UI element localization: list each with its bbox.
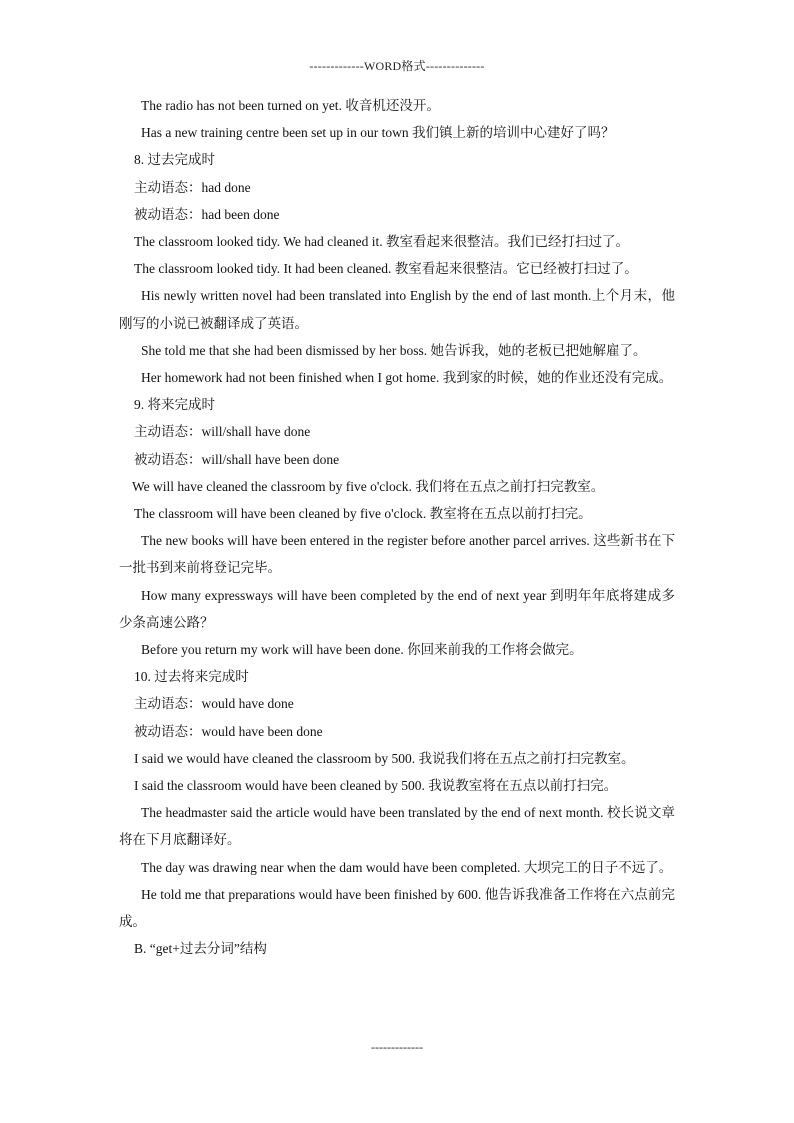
active-voice-form: 主动语态：will/shall have done — [134, 424, 311, 440]
active-voice-form: 主动语态：would have done — [134, 696, 294, 712]
example-paragraph: His newly written novel had been translated into English by the end of last month.上个月末，他刚写的小说已被翻译成了英语。 — [119, 288, 675, 331]
example-paragraph: The headmaster said the article would have been translated by the end of next month. 校长说文章将在下月底翻译好。 — [119, 805, 675, 848]
active-voice-form: 主动语态：had done — [134, 179, 251, 195]
example-sentence: She told me that she had been dismissed by her boss. 她告诉我，她的老板已把她解雇了。 — [141, 342, 647, 358]
passive-voice-form: 被动语态：will/shall have been done — [134, 451, 340, 467]
page-footer: ------------- — [371, 1040, 423, 1054]
section-heading: B. “get+过去分词”结构 — [134, 941, 267, 957]
document-body — [119, 92, 675, 963]
example-sentence: I said we would have cleaned the classroom by 500. 我说我们将在五点之前打扫完教室。 — [134, 750, 635, 766]
section-heading: 9. 将来完成时 — [134, 397, 215, 413]
example-paragraph: He told me that preparations would have been finished by 600. 他告诉我准备工作将在六点前完成。 — [119, 886, 675, 930]
example-sentence: The classroom will have been cleaned by five o'clock. 教室将在五点以前打扫完。 — [134, 506, 592, 522]
example-paragraph: Her homework had not been finished when I got home. 我到家的时候，她的作业还没有完成。 — [141, 370, 673, 386]
example-sentence: I said the classroom would have been cleaned by 500. 我说教室将在五点以前打扫完。 — [134, 778, 618, 794]
example-paragraph: The new books will have been entered in the register before another parcel arrives. 这些新书在下一批书到来前将登记完毕。 — [119, 533, 675, 576]
example-sentence: Has a new training centre been set up in our town 我们镇上新的培训中心建好了吗？ — [141, 125, 615, 141]
example-paragraph: How many expressways will have been completed by the end of next year 到明年年底将建成多少条高速公路？ — [119, 587, 675, 630]
example-sentence: The classroom looked tidy. We had cleaned it. 教室看起来很整洁。我们已经打扫过了。 — [134, 234, 629, 250]
page-header: -------------WORD格式-------------- — [309, 59, 485, 73]
example-sentence: The radio has not been turned on yet. 收音机还没开。 — [141, 98, 440, 113]
passive-voice-form: 被动语态：would have been done — [134, 723, 323, 739]
example-sentence: We will have cleaned the classroom by five o'clock. 我们将在五点之前打扫完教室。 — [132, 478, 605, 494]
example-sentence: The classroom looked tidy. It had been cleaned. 教室看起来很整洁。它已经被打扫过了。 — [134, 261, 638, 277]
example-paragraph: The day was drawing near when the dam would have been completed. 大坝完工的日子不远了。 — [141, 859, 673, 875]
example-sentence: Before you return my work will have been done. 你回来前我的工作将会做完。 — [141, 642, 583, 658]
section-heading: 8. 过去完成时 — [134, 152, 215, 168]
section-heading: 10. 过去将来完成时 — [134, 669, 249, 685]
passive-voice-form: 被动语态：had been done — [134, 206, 280, 222]
